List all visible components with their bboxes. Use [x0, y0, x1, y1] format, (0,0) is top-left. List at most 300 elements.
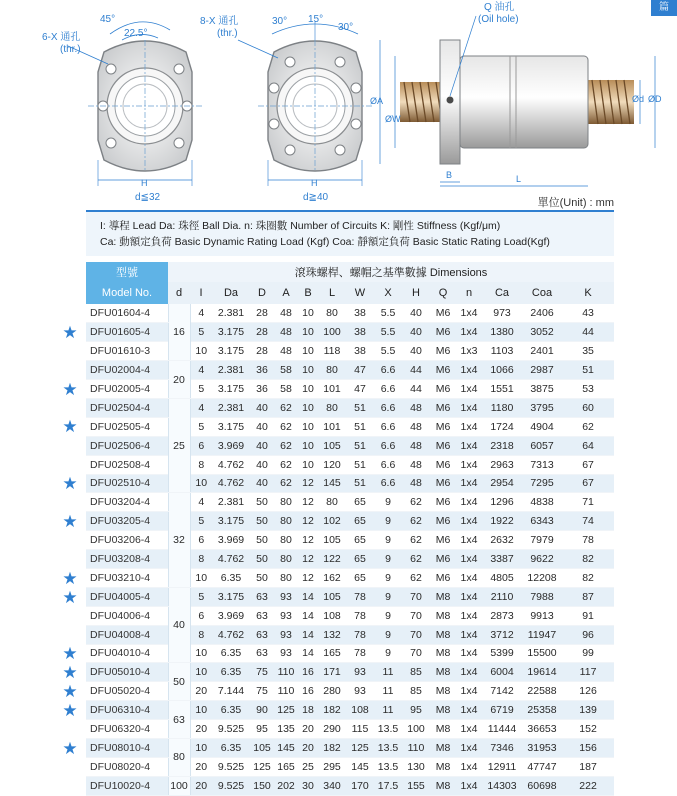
value-cell: 6057: [522, 436, 562, 455]
value-cell: 152: [562, 720, 614, 739]
model-cell: DFU04006-4: [86, 606, 168, 625]
value-cell: 100: [318, 323, 346, 342]
star-icon: ★: [62, 682, 78, 701]
table-row: [86, 380, 614, 399]
value-cell: 1922: [482, 512, 522, 531]
value-cell: 50: [250, 493, 274, 512]
value-cell: 51: [346, 398, 374, 417]
value-cell: 47: [346, 361, 374, 380]
value-cell: 1x4: [456, 682, 482, 701]
value-cell: 8: [190, 455, 212, 474]
value-cell: 1180: [482, 398, 522, 417]
value-cell: 64: [562, 436, 614, 455]
dim-W-label: ØW: [385, 114, 401, 124]
model-cell: DFU02005-4: [86, 380, 168, 399]
table-row: [86, 587, 614, 606]
value-cell: 20: [190, 757, 212, 776]
table-row: [86, 342, 614, 361]
value-cell: 1551: [482, 380, 522, 399]
table-row: [86, 682, 614, 701]
value-cell: 125: [274, 701, 298, 720]
value-cell: 48: [402, 455, 430, 474]
model-cell: DFU03204-4: [86, 493, 168, 512]
value-cell: M6: [430, 512, 456, 531]
corner-tab: 篇: [651, 0, 677, 16]
value-cell: 10: [190, 474, 212, 493]
value-cell: 6.6: [374, 455, 402, 474]
value-cell: 187: [562, 757, 614, 776]
value-cell: 182: [318, 701, 346, 720]
value-cell: 12: [298, 512, 318, 531]
value-cell: 14: [298, 587, 318, 606]
value-cell: 63: [250, 587, 274, 606]
value-cell: 3.969: [212, 436, 250, 455]
value-cell: 105: [318, 531, 346, 550]
spec-table: [86, 262, 614, 796]
value-cell: 20: [190, 776, 212, 795]
value-cell: 8: [190, 550, 212, 569]
value-cell: 14: [298, 625, 318, 644]
value-cell: 10: [298, 436, 318, 455]
value-cell: 9.525: [212, 720, 250, 739]
value-cell: 120: [318, 455, 346, 474]
value-cell: 6.35: [212, 644, 250, 663]
value-cell: 2987: [522, 361, 562, 380]
model-cell: DFU08010-4: [86, 738, 168, 757]
value-cell: 15500: [522, 644, 562, 663]
value-cell: 16: [298, 682, 318, 701]
value-cell: 5: [190, 380, 212, 399]
value-cell: 40: [402, 304, 430, 323]
dim-L-label: L: [516, 174, 522, 184]
value-cell: 155: [402, 776, 430, 795]
value-cell: 35: [562, 342, 614, 361]
value-cell: 3.175: [212, 512, 250, 531]
value-cell: 71: [562, 493, 614, 512]
value-cell: 48: [402, 398, 430, 417]
value-cell: 43: [562, 304, 614, 323]
value-cell: 156: [562, 738, 614, 757]
value-cell: 78: [562, 531, 614, 550]
value-cell: 12: [298, 550, 318, 569]
value-cell: 1x4: [456, 474, 482, 493]
table-row: [86, 361, 614, 380]
value-cell: 11: [374, 682, 402, 701]
technical-drawings: [0, 0, 677, 205]
dim-d-label: Ød: [632, 94, 645, 104]
value-cell: 10: [190, 738, 212, 757]
value-cell: 48: [274, 304, 298, 323]
value-cell: 40: [402, 342, 430, 361]
value-cell: 3.175: [212, 380, 250, 399]
column-header: L: [318, 282, 346, 304]
value-cell: 1x4: [456, 398, 482, 417]
value-cell: 58: [274, 380, 298, 399]
value-cell: 115: [346, 720, 374, 739]
value-cell: 165: [274, 757, 298, 776]
model-cell: DFU02506-4: [86, 436, 168, 455]
value-cell: 1x4: [456, 380, 482, 399]
value-cell: 20: [190, 682, 212, 701]
nut-side-drawing: [380, 16, 655, 186]
star-icon: ★: [62, 511, 78, 531]
value-cell: 31953: [522, 738, 562, 757]
table-row: [86, 531, 614, 550]
drawing-svg: [0, 0, 677, 205]
value-cell: 10: [298, 398, 318, 417]
value-cell: 20: [298, 738, 318, 757]
value-cell: 48: [274, 342, 298, 361]
diameter-cell: 40: [168, 587, 190, 663]
value-cell: 132: [318, 625, 346, 644]
value-cell: 126: [562, 682, 614, 701]
value-cell: 122: [318, 550, 346, 569]
middle-callout-sub: (thr.): [217, 28, 238, 39]
value-cell: 1296: [482, 493, 522, 512]
value-cell: 25: [298, 757, 318, 776]
value-cell: 5: [190, 587, 212, 606]
value-cell: 7295: [522, 474, 562, 493]
value-cell: 2.381: [212, 361, 250, 380]
star-icon: ★: [62, 663, 78, 683]
diameter-cell: 80: [168, 738, 190, 776]
value-cell: 1x4: [456, 587, 482, 606]
middle-width-label: H: [311, 178, 318, 188]
column-header: I: [190, 282, 212, 304]
table-row: [86, 720, 614, 739]
value-cell: 145: [346, 757, 374, 776]
value-cell: 6: [190, 531, 212, 550]
value-cell: 82: [562, 568, 614, 587]
value-cell: 9: [374, 531, 402, 550]
model-cell: DFU03210-4: [86, 568, 168, 587]
dim-A-label: ØA: [370, 96, 384, 106]
value-cell: M6: [430, 474, 456, 493]
value-cell: 1x4: [456, 776, 482, 795]
diameter-cell: 32: [168, 493, 190, 587]
value-cell: 12208: [522, 568, 562, 587]
table-row: [86, 512, 614, 531]
value-cell: 40: [250, 398, 274, 417]
value-cell: 10: [298, 304, 318, 323]
table-row: [86, 550, 614, 569]
value-cell: 9: [374, 625, 402, 644]
diameter-cell: 16: [168, 304, 190, 361]
middle-angle3: 30°: [338, 22, 354, 33]
value-cell: 80: [318, 361, 346, 380]
middle-angle1: 30°: [272, 16, 288, 27]
value-cell: 3.175: [212, 323, 250, 342]
value-cell: 108: [318, 606, 346, 625]
value-cell: 3.175: [212, 342, 250, 361]
value-cell: 3.175: [212, 417, 250, 436]
value-cell: 6.6: [374, 361, 402, 380]
value-cell: 110: [274, 663, 298, 682]
value-cell: 5.5: [374, 304, 402, 323]
value-cell: 9913: [522, 606, 562, 625]
value-cell: 1724: [482, 417, 522, 436]
value-cell: 99: [562, 644, 614, 663]
value-cell: 14: [298, 606, 318, 625]
value-cell: 1x4: [456, 738, 482, 757]
value-cell: 50: [250, 531, 274, 550]
value-cell: 170: [346, 776, 374, 795]
value-cell: 9: [374, 587, 402, 606]
value-cell: 171: [318, 663, 346, 682]
value-cell: 290: [318, 720, 346, 739]
column-header: B: [298, 282, 318, 304]
value-cell: 80: [318, 398, 346, 417]
value-cell: 80: [274, 568, 298, 587]
value-cell: 125: [250, 757, 274, 776]
value-cell: 5399: [482, 644, 522, 663]
model-cell: DFU03206-4: [86, 531, 168, 550]
value-cell: 3875: [522, 380, 562, 399]
value-cell: 9: [374, 493, 402, 512]
value-cell: 80: [274, 493, 298, 512]
legend-box: [86, 210, 614, 256]
value-cell: M8: [430, 738, 456, 757]
value-cell: M6: [430, 323, 456, 342]
value-cell: 10: [298, 417, 318, 436]
value-cell: 12: [298, 531, 318, 550]
value-cell: 36653: [522, 720, 562, 739]
value-cell: M6: [430, 568, 456, 587]
value-cell: 4904: [522, 417, 562, 436]
value-cell: 6: [190, 606, 212, 625]
value-cell: 75: [250, 663, 274, 682]
table-row: [86, 304, 614, 323]
value-cell: 80: [318, 493, 346, 512]
value-cell: 5.5: [374, 323, 402, 342]
value-cell: 6343: [522, 512, 562, 531]
value-cell: 51: [562, 361, 614, 380]
right-callout: Q 油孔: [484, 2, 515, 13]
model-cell: DFU02510-4: [86, 474, 168, 493]
value-cell: 80: [318, 304, 346, 323]
column-header: K: [562, 282, 614, 304]
value-cell: 10: [190, 342, 212, 361]
column-header: Q: [430, 282, 456, 304]
value-cell: 4805: [482, 568, 522, 587]
value-cell: 93: [346, 682, 374, 701]
value-cell: 11: [374, 663, 402, 682]
value-cell: 74: [562, 512, 614, 531]
value-cell: 9: [374, 550, 402, 569]
value-cell: 9: [374, 606, 402, 625]
value-cell: 51: [346, 474, 374, 493]
value-cell: 3.969: [212, 531, 250, 550]
value-cell: 78: [346, 587, 374, 606]
diameter-cell: 100: [168, 776, 190, 795]
value-cell: 6.6: [374, 417, 402, 436]
model-cell: DFU05010-4: [86, 663, 168, 682]
value-cell: 50: [250, 512, 274, 531]
value-cell: 4.762: [212, 550, 250, 569]
value-cell: 51: [346, 455, 374, 474]
value-cell: 19614: [522, 663, 562, 682]
column-header: A: [274, 282, 298, 304]
value-cell: 2.381: [212, 493, 250, 512]
value-cell: 20: [298, 720, 318, 739]
table-row: [86, 398, 614, 417]
model-cell: DFU01604-4: [86, 304, 168, 323]
value-cell: 6.6: [374, 474, 402, 493]
model-cell: DFU02508-4: [86, 455, 168, 474]
table-row: [86, 701, 614, 720]
value-cell: 101: [318, 417, 346, 436]
value-cell: 4.762: [212, 474, 250, 493]
value-cell: 70: [402, 606, 430, 625]
value-cell: 105: [250, 738, 274, 757]
table-row: [86, 455, 614, 474]
middle-callout: 8-X 通孔: [200, 16, 239, 27]
value-cell: 6.6: [374, 380, 402, 399]
table-row: [86, 493, 614, 512]
value-cell: 2406: [522, 304, 562, 323]
value-cell: 10: [190, 644, 212, 663]
value-cell: M6: [430, 531, 456, 550]
value-cell: 6.35: [212, 701, 250, 720]
value-cell: 1x4: [456, 550, 482, 569]
value-cell: 6: [190, 436, 212, 455]
star-icon: ★: [62, 474, 78, 494]
diameter-cell: 50: [168, 663, 190, 701]
value-cell: 4.762: [212, 455, 250, 474]
value-cell: 7979: [522, 531, 562, 550]
model-cell: DFU03208-4: [86, 550, 168, 569]
table-row: [86, 776, 614, 795]
model-cell: DFU02004-4: [86, 361, 168, 380]
table-row: [86, 606, 614, 625]
value-cell: M6: [430, 493, 456, 512]
value-cell: 70: [402, 587, 430, 606]
value-cell: 62: [402, 493, 430, 512]
model-cell: DFU06320-4: [86, 720, 168, 739]
value-cell: M6: [430, 398, 456, 417]
value-cell: M6: [430, 342, 456, 361]
value-cell: 47747: [522, 757, 562, 776]
value-cell: 65: [346, 493, 374, 512]
value-cell: 38: [346, 323, 374, 342]
model-cell: DFU04005-4: [86, 587, 168, 606]
value-cell: 44: [402, 361, 430, 380]
value-cell: 1x4: [456, 625, 482, 644]
value-cell: M8: [430, 625, 456, 644]
dimensions-head: 滾珠螺桿、螺帽之基準數據 Dimensions: [168, 262, 614, 282]
value-cell: 65: [346, 550, 374, 569]
value-cell: 105: [318, 436, 346, 455]
value-cell: 28: [250, 323, 274, 342]
value-cell: 118: [318, 342, 346, 361]
value-cell: 7.144: [212, 682, 250, 701]
value-cell: 1x4: [456, 417, 482, 436]
value-cell: 70: [402, 644, 430, 663]
value-cell: 28: [250, 342, 274, 361]
value-cell: 182: [318, 738, 346, 757]
value-cell: M6: [430, 304, 456, 323]
value-cell: 8: [190, 625, 212, 644]
value-cell: 100: [402, 720, 430, 739]
value-cell: 202: [274, 776, 298, 795]
model-cell: DFU02504-4: [86, 398, 168, 417]
value-cell: 10: [298, 342, 318, 361]
left-width-label: H: [141, 178, 148, 188]
value-cell: 2110: [482, 587, 522, 606]
value-cell: 1380: [482, 323, 522, 342]
value-cell: 1x4: [456, 568, 482, 587]
column-header: Ca: [482, 282, 522, 304]
value-cell: 110: [274, 682, 298, 701]
value-cell: 58: [274, 361, 298, 380]
value-cell: 1x4: [456, 493, 482, 512]
value-cell: 63: [250, 606, 274, 625]
value-cell: M8: [430, 606, 456, 625]
value-cell: 50: [250, 568, 274, 587]
value-cell: 4: [190, 398, 212, 417]
value-cell: 4.762: [212, 625, 250, 644]
value-cell: 2401: [522, 342, 562, 361]
value-cell: 36: [250, 361, 274, 380]
value-cell: 2318: [482, 436, 522, 455]
value-cell: 62: [274, 436, 298, 455]
value-cell: 4: [190, 361, 212, 380]
column-header: D: [250, 282, 274, 304]
value-cell: M8: [430, 644, 456, 663]
value-cell: 80: [274, 531, 298, 550]
value-cell: 62: [402, 512, 430, 531]
value-cell: 14303: [482, 776, 522, 795]
column-header: n: [456, 282, 482, 304]
value-cell: 28: [250, 304, 274, 323]
value-cell: M8: [430, 757, 456, 776]
value-cell: 80: [274, 550, 298, 569]
model-cell: DFU02505-4: [86, 417, 168, 436]
value-cell: 10: [298, 323, 318, 342]
star-icon: ★: [62, 700, 78, 720]
star-icon: ★: [62, 322, 78, 342]
middle-dim-label: d≧40: [303, 192, 329, 203]
value-cell: M6: [430, 380, 456, 399]
value-cell: 11: [374, 701, 402, 720]
value-cell: 70: [402, 625, 430, 644]
value-cell: 5.5: [374, 342, 402, 361]
value-cell: 2873: [482, 606, 522, 625]
right-callout-sub: (Oil hole): [478, 14, 519, 25]
value-cell: 75: [250, 682, 274, 701]
value-cell: 108: [346, 701, 374, 720]
diameter-cell: 63: [168, 701, 190, 739]
model-cell: DFU01605-4: [86, 323, 168, 342]
spec-table-wrapper: [86, 262, 614, 796]
value-cell: 60: [562, 398, 614, 417]
value-cell: 7313: [522, 455, 562, 474]
model-cell: DFU03205-4: [86, 512, 168, 531]
value-cell: 1x4: [456, 663, 482, 682]
left-angle1: 45°: [100, 14, 116, 25]
value-cell: 95: [250, 720, 274, 739]
value-cell: 78: [346, 606, 374, 625]
value-cell: 40: [250, 455, 274, 474]
value-cell: 10: [190, 701, 212, 720]
value-cell: M6: [430, 455, 456, 474]
value-cell: 9: [374, 512, 402, 531]
legend-line-2: Ca: 動額定負荷 Basic Dynamic Rating Load (Kgf) Coa: 靜額定負荷 Basic Static Rating Load(Kgf): [100, 236, 550, 248]
value-cell: 295: [318, 757, 346, 776]
value-cell: 48: [274, 323, 298, 342]
value-cell: 40: [402, 323, 430, 342]
value-cell: 90: [250, 701, 274, 720]
